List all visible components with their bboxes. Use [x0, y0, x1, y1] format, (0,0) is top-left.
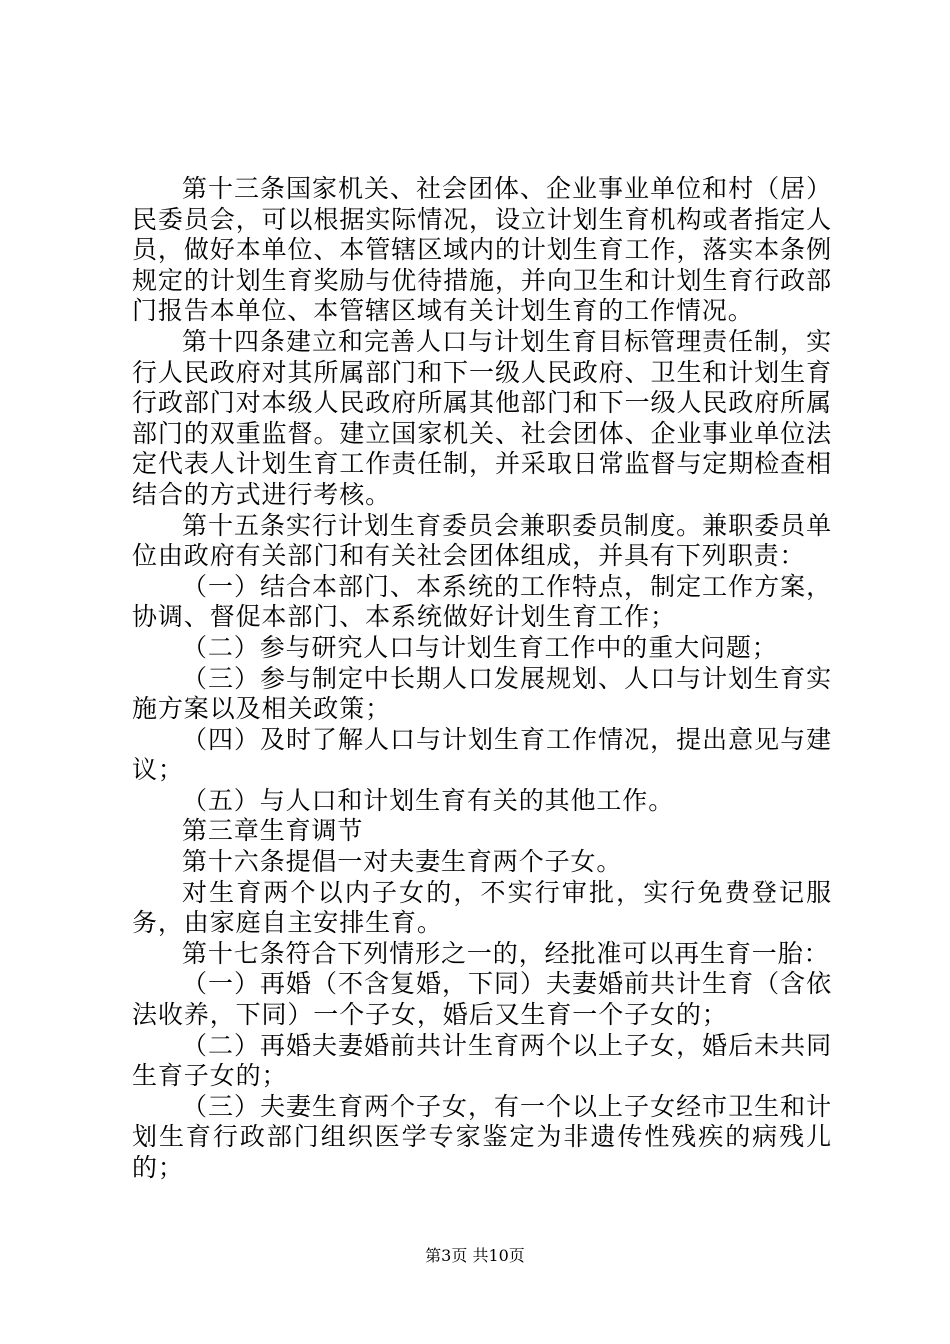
article-17-item-1: （一）再婚（不含复婚，下同）夫妻婚前共计生育（含依法收养，下同）一个子女，婚后又生育一个子女的； [132, 969, 832, 1030]
article-13-paragraph: 第十三条国家机关、社会团体、企业事业单位和村（居）民委员会，可以根据实际情况，设立计划生育机构或者指定人员，做好本单位、本管辖区域内的计划生育工作，落实本条例规定的计划生育奖励与优待措施，并向卫生和计划生育行政部门报告本单位、本管辖区域有关计划生育的工作情况。 [132, 174, 832, 326]
article-15-item-1: （一）结合本部门、本系统的工作特点，制定工作方案，协调、督促本部门、本系统做好计划生育工作； [132, 571, 832, 632]
article-15-item-2: （二）参与研究人口与计划生育工作中的重大问题； [182, 632, 778, 662]
article-14-paragraph: 第十四条建立和完善人口与计划生育目标管理责任制，实行人民政府对其所属部门和下一级人民政府、卫生和计划生育行政部门对本级人民政府所属其他部门和下一级人民政府所属部门的双重监督。建立国家机关、社会团体、企业事业单位法定代表人计划生育工作责任制，并采取日常监督与定期检查相结合的方式进行考核。 [132, 326, 832, 509]
page-number-footer: 第3页 共10页 [425, 1246, 525, 1265]
article-15-paragraph: 第十五条实行计划生育委员会兼职委员制度。兼职委员单位由政府有关部门和有关社会团体组成，并具有下列职责： [132, 510, 832, 571]
article-16-paragraph: 第十六条提倡一对夫妻生育两个子女。 [182, 847, 623, 877]
document-body [132, 174, 832, 1184]
article-15-item-4: （四）及时了解人口与计划生育工作情况，提出意见与建议； [132, 724, 832, 785]
article-17-item-3: （三）夫妻生育两个子女，有一个以上子女经市卫生和计划生育行政部门组织医学专家鉴定为非遗传性残疾的病残儿的； [132, 1091, 832, 1182]
article-15-item-5: （五）与人口和计划生育有关的其他工作。 [182, 785, 675, 815]
article-17-item-2: （二）再婚夫妻婚前共计生育两个以上子女，婚后未共同生育子女的； [132, 1030, 832, 1091]
article-15-item-3: （三）参与制定中长期人口发展规划、人口与计划生育实施方案以及相关政策； [132, 663, 832, 724]
article-16-detail: 对生育两个以内子女的，不实行审批，实行免费登记服务，由家庭自主安排生育。 [132, 877, 832, 938]
chapter-3-heading: 第三章生育调节 [182, 816, 364, 846]
article-17-paragraph: 第十七条符合下列情形之一的，经批准可以再生育一胎： [182, 938, 830, 968]
